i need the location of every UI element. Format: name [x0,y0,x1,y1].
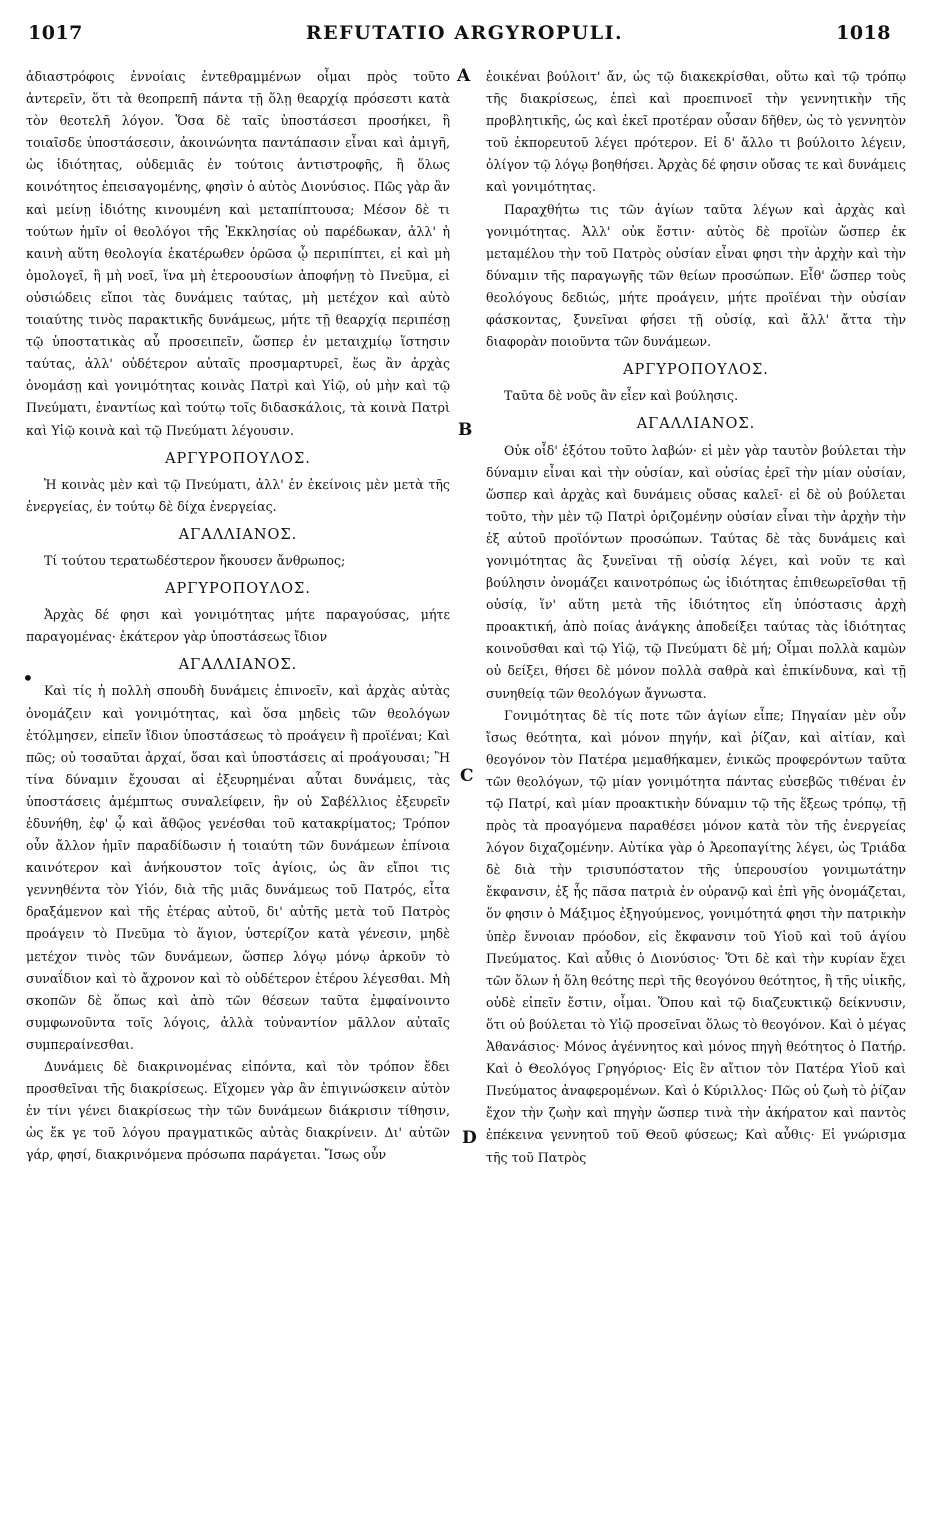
text-paragraph: Καὶ τίς ἡ πολλὴ σπουδὴ δυνάμεις ἐπινοεῖν, καὶ ἀρχὰς αὐτὰς ὀνομάζειν καὶ γονιμότητας, καὶ ὅσα μηδεὶς τῶν θεολόγων ἐτόλμησεν, εἰπεῖν ἴδιον ὑποστάσεως τὸ προάγειν ἢ προϊέναι; Καὶ πῶς; οὐ τοσαῦται ἀρχαί, ὅσαι καὶ ὑποστάσεις αἱ προάγουσαι; Ἢ τίνα δύναμιν ἔχουσαι αἱ ἐξευρημέναι αὗται δυνάμεις, τὰς ὑποστάσεις ἀμέμπτως συναλείφειν, ἣν οὐ Σαβέλλιος ἐξευρεῖν ἐδυνήθη, ἐφ' ᾧ καὶ ἄθῷος γενέσθαι τοῦ κατακρίματος; Τρόπον οὖν ἄλλον ἡμῖν παραδίδωσιν ἡ τοιαύτη τῶν δυνάμεων ἐπίνοια καινότερον καὶ ἀνήκουστον τοῖς ἁγίοις, ὡς ἂν εἴποι τις γεννηθέντα τὸν Υἱόν, διὰ τῆς μιᾶς δυνάμεως τοῦ Πατρός, εἶτα δραξάμενον καὶ τῆς ἑτέρας αὐτοῦ, δι' αὐτῆς μετὰ τοῦ Πατρὸς προάγειν τὸ Πνεῦμα τὸ ἅγιον, ὑστερίζον κατὰ γένεσιν, μηδὲ μετέχον τινὸς τῶν δυνάμεων, ὥσπερ λόγῳ μόνῳ ἀρκοῦν τὸ συναΐδιον καὶ τὸ ἄχρονον καὶ τὸ οὐδέτερον ἑτέρου λέγεσθαι. Μὴ σκοπῶν δὲ ὅπως καὶ ἀπὸ τῶν θέσεων ταῦτα ἐμφαίνοιντο συμφωνοῦντα τοῖς λόγοις, ἀλλὰ τοὐναντίον μᾶλλον αὐταῖς συμπεραίνεσθαι. [26,683,450,1052]
text-paragraph: Γονιμότητας δὲ τίς ποτε τῶν ἁγίων εἶπε; Πηγαίαν μὲν οὖν ἴσως θεότητα, καὶ μόνον πηγήν, καὶ ῥίζαν, καὶ αἰτίαν, καὶ θεογόνον τὸν Πατέρα μεμαθήκαμεν, ἑνικῶς προφερόντων ταῦτα τῶν θεολόγων, τῷ μίαν γονιμότητα πάντας εὐσεβῶς τιθέναι ἐν τῷ Πατρί, καὶ μίαν προακτικὴν δύναμιν τῷ τῆς ἕξεως τρόπῳ, τῇ πρὸς τὰ προαγόμενα παραθέσει μόνον κατὰ τὸν τῆς ἐνεργείας λόγον διχαζομένην. Αὐτίκα γὰρ ὁ Ἀρεοπαγίτης λέγει, ὡς Τριάδα δὲ διὰ τὴν τρισυπόστατον τῆς ὑπερουσίου γονιμωτάτην ἔκφανσιν, ἐξ ἧς πᾶσα πατριὰ ἐν οὐρανῷ καὶ ἐπὶ γῆς ὀνομάζεται, ὅν φησιν ὁ Μάξιμος ἐξηγούμενος, γονιμότητά φησι τὴν πατρικὴν ὑπὲρ ἔννοιαν πρόοδον, εἰς ἔκφανσιν τοῦ Υἱοῦ καὶ τοῦ ἁγίου Πνεύματος. Καὶ αὖθις ὁ Διονύσιος· Ὅτι δὲ καὶ τὴν κυρίαν ἔχει τῶν ὅλων ἡ ὅλη θεότης περὶ τῆς θεογόνου θεότητος, ἢ τῆς υἱικῆς, οὐδὲ εἰπεῖν ἔστιν, οἶμαι. Ὅπου καὶ τῷ διαζευκτικῷ δείκνυσιν, ὅτι οὐ βούλεται τὸ Υἱῷ προσεῖναι ὅλως τὸ θεογόνον. Καὶ ὁ μέγας Ἀθανάσιος· Μόνος ἀγέννητος καὶ μόνος πηγὴ θεότητος ὁ Πατήρ. Καὶ ὁ Θεολόγος Γρηγόριος· Εἰς ἓν αἴτιον τὸν Πατέρα Υἱοῦ καὶ Πνεύματος ἀναφερομένων. Καὶ ὁ Κύριλλος· Πῶς οὐ ζωὴ τὸ ῥίζαν ἔχον τὴν ζωὴν καὶ πηγὴν ὥσπερ τινὰ τὴν ἀκήρατον καὶ παντὸς ἐπέκεινα γεννητοῦ τοῦ Θεοῦ φύσεως; Καὶ αὖθις· Εἰ γνώρισμα τῆς τοῦ Πατρὸς [486,707,906,1165]
margin-letter-d: D [462,1128,477,1148]
right-column [486,66,906,1169]
page-number-right: 1018 [836,22,891,44]
speaker-heading: ΑΓΑΛΛΙΑΝΟΣ. [636,416,756,433]
text-paragraph: Τί τούτου τερατωδέστερον ἤκουσεν ἄνθρωπος; [44,552,346,568]
running-title: REFUTATIO ARGYROPULI. [305,22,624,44]
stray-mark: • [22,666,34,690]
speaker-heading: ΑΡΓΥΡΟΠΟΥΛΟΣ. [165,581,311,598]
speaker-heading: ΑΓΑΛΛΙΑΝΟΣ. [178,526,298,543]
text-paragraph: Ἀρχὰς δέ φησι καὶ γονιμότητας μήτε παραγούσας, μήτε παραγομένας· ἑκάτερον γὰρ ὑποστάσεως ἴδιον [26,607,450,645]
text-paragraph: ἀδιαστρόφοις ἐννοίαις ἐντεθραμμένων οἶμαι πρὸς τοῦτο ἀντερεῖν, ὅτι τὰ θεοπρεπῆ πάντα τῇ ὅλῃ θεαρχίᾳ πρόσεστι κατὰ τὸν θεοτελῆ λόγον. Ὅσα δὲ ταῖς ὑποστάσεσι προσήκει, ἢ τοιαῖσδε ὑποστάσεσιν, ἀκοινώνητα παντάπασιν εἶναι καὶ ἀμιγῆ, ὡς ἰδιότητας, οὐδεμιᾶς ἐν τούτοις ἀντιστροφῆς, ἢ ὅλως κοινότητος ἐπεισαγομένης, φησὶν ὁ αὐτὸς Διονύσιος. Πῶς γὰρ ἂν καὶ μείνῃ ἰδιότης κινουμένη καὶ μεταπίπτουσα; Μέσον δὲ τι τούτων ἡμῖν οἱ θεολόγοι τῆς Ἐκκλησίας οὐ παρέδωκαν, ἀλλ' ἡ καινὴ αὕτη θεολογία ἑκατέρωθεν ὁρῶσα ᾧ περιπίπτει, εἰ καὶ μὴ ὁμολογεῖ, ἢ μὴ νοεῖ, ἵνα μὴ ἑτεροουσίων ἀποφήνῃ τὸ Πνεῦμα, εἰ οὐσιώδεις εἴποι τὰς δυνάμεις ταύτας, μὴ μετέχον καὶ αὐτὸ τοιαύτης τινὸς παρακτικῆς δυνάμεως, μήτε τῇ θεαρχίᾳ περιπέσῃ τῷ ὑποστατικὰς αὖ προσειπεῖν, ὥσπερ ἐν μεταιχμίῳ ἵστησιν ταύτας, ἀλλ' οὐδέτερον αὐταῖς προσμαρτυρεῖ, ἕως ἂν ἀρχὰς ὀνομάσῃ καὶ γονιμότητας κοινὰς Πατρὶ καὶ Υἱῷ, οὐ μὴν καὶ τῷ Πνεύματι, ἐναντίως καὶ τούτῳ τοῖς διδασκάλοις, τὰ κοινὰ Πατρὶ καὶ Υἱῷ κοινὰ καὶ τῷ Πνεύματι λέγουσιν. [26,69,450,438]
text-paragraph: Οὐκ οἶδ' ἐξότου τοῦτο λαβών· εἰ μὲν γὰρ ταυτὸν βούλεται τὴν δύναμιν εἶναι καὶ τὴν οὐσίαν, καὶ οὐσίας ἐρεῖ τὴν μίαν οὐσίαν, ὥσπερ καὶ ἀρχὰς καὶ δυνάμεις οὔσας καλεῖ· εἰ δὲ οὐ βούλεται τοῦτο, τὴν μὲν τῷ Πατρὶ ὁριζομένην οὐσίαν εἶναι τὴν ἀρχὴν τὴν ἐξ αὐτοῦ προϊόντων προσώπων. Ταύτας δὲ τὰς δυνάμεις καὶ γονιμότητας ἃς ξυνεῖναι τῇ οὐσίᾳ λέγει, καὶ νοῦν τε καὶ βούλησιν ὀνομάζει καινοτρόπως ὡς ἰδιότητας ἐπιθεωρεῖσθαι τῇ οὐσίᾳ, ἵν' αὕτη μετὰ τῆς ἰδιότητος εἴη ὑπόστασις ἀρχὴ προακτική, ἀπὸ ποίας ἀνάγκης ἀποδείξει ταύτας τὰς ἰδιότητας κοινοῦσθαι καὶ τῷ Υἱῷ, τῷ Πνεύματι δὲ μή; Οἶμαι πολλὰ καμὼν οὐ δείξει, θήσει δὲ μόνον πολλὰ σαθρὰ καὶ ἐπικίνδυνα, καὶ τῇ συνηθείᾳ τῶν θεολόγων ἄγνωστα. [486,442,906,701]
margin-letter-c: C [460,766,474,786]
text-paragraph: Δυνάμεις δὲ διακρινομένας εἰπόντα, καὶ τὸν τρόπον ἔδει προσθεῖναι τῆς διακρίσεως. Εἴχομεν γὰρ ἂν ἐπιγινώσκειν αὐτὸν ἐν τίνι γένει διακρίσεως τὴν τῶν δυνάμεων διάκρισιν τίθησιν, ὡς ἔκ γε τοῦ λόγου πραγματικῶς αὐτὰς διακρίνειν. Δι' αὐτῶν γάρ, φησί, διακρινόμενα πρόσωπα παράγεται. Ἴσως οὖν [26,1059,450,1163]
page-header [0,22,929,62]
margin-letter-a: A [457,66,471,86]
page-number-left: 1017 [28,22,83,44]
text-paragraph: ἐοικέναι βούλοιτ' ἄν, ὡς τῷ διακεκρίσθαι, οὕτω καὶ τῷ τρόπῳ τῆς διακρίσεως, ἐπεὶ καὶ προεπινοεῖ τὴν γεννητικὴν τῆς προβλητικῆς, ὡς καὶ ἐκεῖ προτέραν οὖσαν δῆθεν, ὡς τὸ γεννητὸν τοῦ ἐκπορευτοῦ λέγει πρότερον. Εἰ δ' ἄλλο τι βούλοιτο λέγειν, ὀλίγον τῷ λόγῳ βοηθήσει. Ἀρχὰς δέ φησιν οὔσας τε καὶ δυνάμεις καὶ γονιμότητας. [486,69,906,195]
speaker-heading: ΑΓΑΛΛΙΑΝΟΣ. [178,657,298,674]
speaker-heading: ΑΡΓΥΡΟΠΟΥΛΟΣ. [623,362,769,379]
text-paragraph: Παραχθήτω τις τῶν ἁγίων ταῦτα λέγων καὶ ἀρχὰς καὶ γονιμότητας. Ἀλλ' οὐκ ἔστιν· αὐτὸς δὲ προϊὼν ὥσπερ ἐκ μεταμέλου τὴν τοῦ Πατρὸς οὐσίαν εἶναι φησι τὴν ἀρχὴν καὶ τὴν δύναμιν τῆς παραγωγῆς τῶν θείων προσώπων. Εἶθ' ὥσπερ τοὺς θεολόγους δεδιώς, μήτε προάγειν, μήτε προϊέναι τὴν οὐσίαν φάσκοντας, ξυνεῖναι φήσει τῇ οὐσίᾳ, καὶ ἄλλ' ἄττα τὴν διαφορὰν ποιοῦντα τῶν δυνάμεων. [486,201,906,350]
text-paragraph: Ταῦτα δὲ νοῦς ἂν εἶεν καὶ βούλησις. [504,388,739,404]
left-column [26,66,450,1167]
speaker-heading: ΑΡΓΥΡΟΠΟΥΛΟΣ. [165,450,311,467]
text-paragraph: Ἡ κοινὰς μὲν καὶ τῷ Πνεύματι, ἀλλ' ἐν ἐκείνοις μὲν μετὰ τῆς ἐνεργείας, ἐν τούτῳ δὲ δίχα ἐνεργείας. [26,476,450,514]
margin-letter-b: B [458,420,473,440]
